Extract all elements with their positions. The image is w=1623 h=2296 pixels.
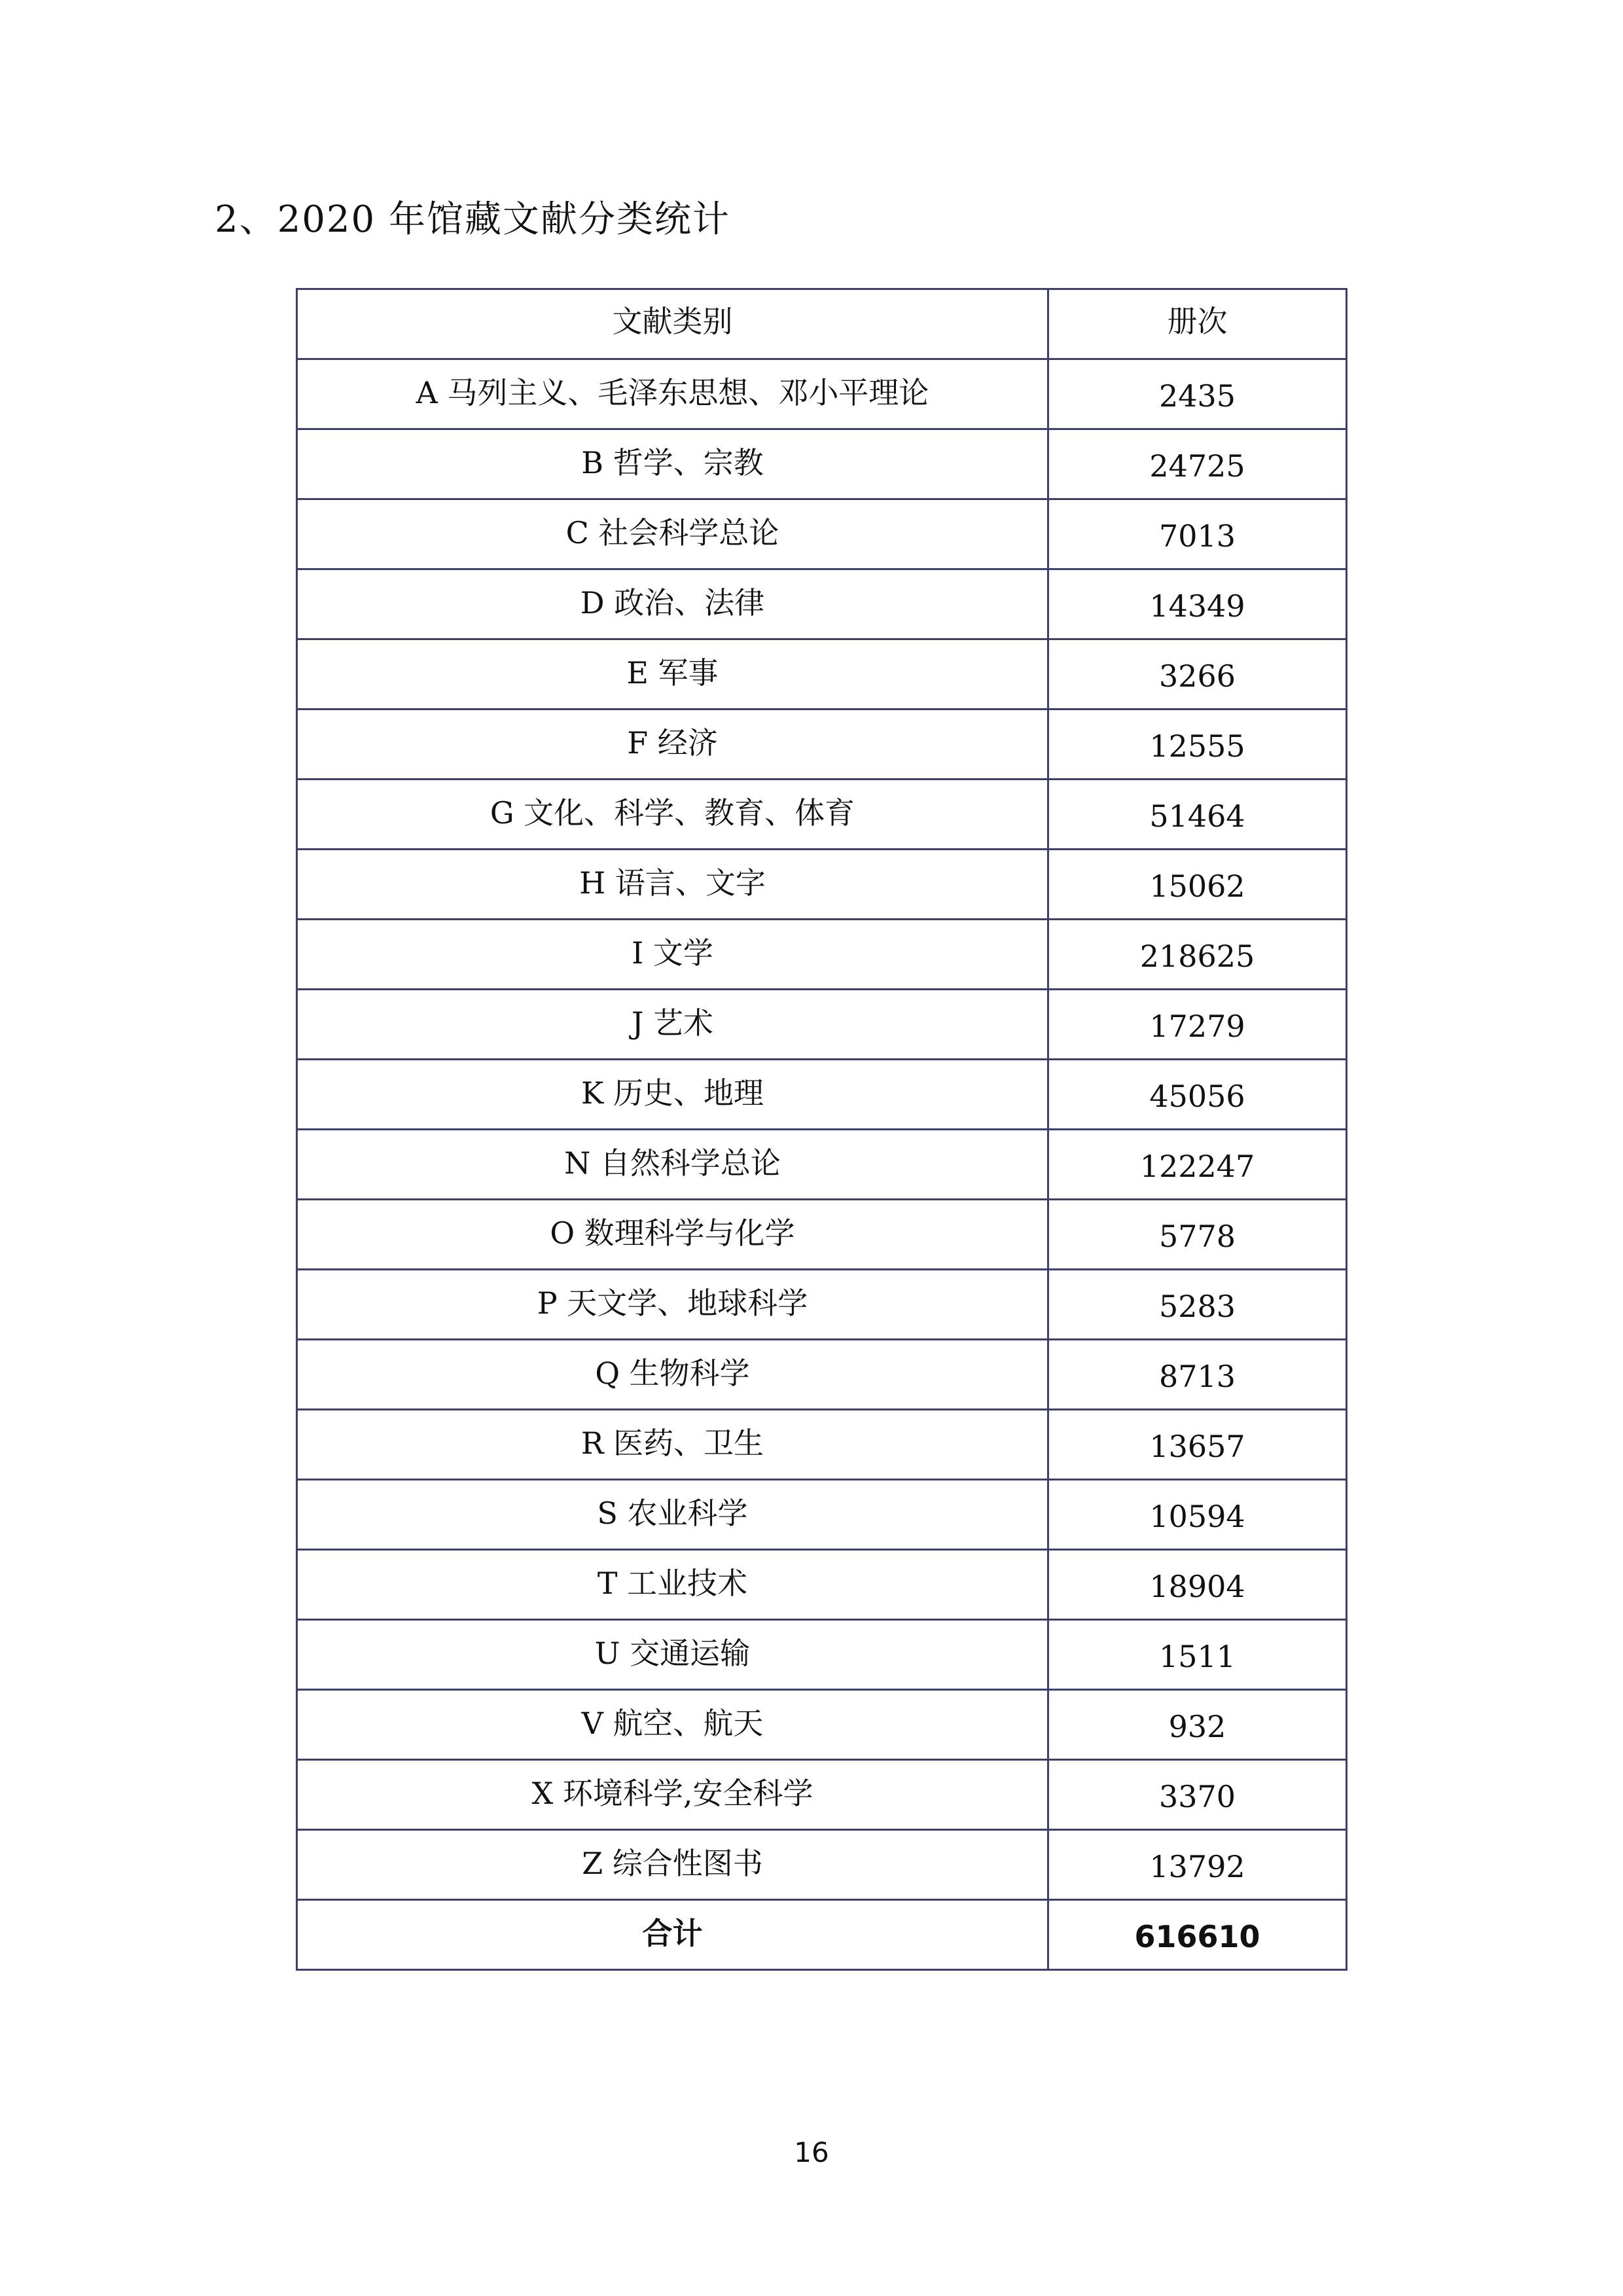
count-cell: 15062 (1048, 850, 1347, 920)
category-cell: P 天文学、地球科学 (297, 1270, 1048, 1340)
category-cell: D 政治、法律 (297, 569, 1048, 639)
count-cell: 13792 (1048, 1830, 1347, 1900)
page-number: 16 (794, 2136, 829, 2168)
table-row (297, 780, 1347, 850)
table-row (297, 499, 1347, 569)
table-row (297, 1760, 1347, 1830)
category-cell: U 交通运输 (297, 1620, 1048, 1690)
count-cell: 932 (1048, 1690, 1347, 1760)
category-cell: T 工业技术 (297, 1550, 1048, 1620)
count-cell: 122247 (1048, 1130, 1347, 1200)
category-cell: S 农业科学 (297, 1480, 1048, 1550)
table-header-row (297, 289, 1347, 359)
table-row (297, 1690, 1347, 1760)
table-row (297, 1550, 1347, 1620)
count-cell: 17279 (1048, 990, 1347, 1060)
count-cell: 13657 (1048, 1410, 1347, 1480)
table-row (297, 1830, 1347, 1900)
table-row (297, 1620, 1347, 1690)
count-cell: 3266 (1048, 639, 1347, 709)
count-cell: 3370 (1048, 1760, 1347, 1830)
count-cell: 24725 (1048, 429, 1347, 499)
table-row (297, 569, 1347, 639)
category-cell: N 自然科学总论 (297, 1130, 1048, 1200)
table-row (297, 1200, 1347, 1270)
count-cell: 218625 (1048, 920, 1347, 990)
count-cell: 45056 (1048, 1060, 1347, 1130)
table-row (297, 1060, 1347, 1130)
count-cell: 18904 (1048, 1550, 1347, 1620)
category-cell: G 文化、科学、教育、体育 (297, 780, 1048, 850)
table-row (297, 1340, 1347, 1410)
count-cell: 10594 (1048, 1480, 1347, 1550)
count-cell: 5778 (1048, 1200, 1347, 1270)
count-cell: 5283 (1048, 1270, 1347, 1340)
category-cell: B 哲学、宗教 (297, 429, 1048, 499)
category-cell: V 航空、航天 (297, 1690, 1048, 1760)
count-cell: 2435 (1048, 359, 1347, 429)
count-cell: 7013 (1048, 499, 1347, 569)
table-row (297, 1410, 1347, 1480)
category-cell: J 艺术 (297, 990, 1048, 1060)
category-cell: X 环境科学,安全科学 (297, 1760, 1048, 1830)
category-cell: O 数理科学与化学 (297, 1200, 1048, 1270)
section-title: 2、2020 年馆藏文献分类统计 (215, 198, 730, 241)
header-category: 文献类别 (297, 289, 1048, 359)
category-cell: F 经济 (297, 709, 1048, 780)
table-row (297, 709, 1347, 780)
table-row (297, 429, 1347, 499)
table-row (297, 990, 1347, 1060)
total-label: 合计 (297, 1900, 1048, 1970)
category-cell: R 医药、卫生 (297, 1410, 1048, 1480)
category-cell: A 马列主义、毛泽东思想、邓小平理论 (297, 359, 1048, 429)
table-row (297, 359, 1347, 429)
table-row (297, 1270, 1347, 1340)
total-count: 616610 (1048, 1900, 1347, 1970)
table-row (297, 1130, 1347, 1200)
table-row (297, 639, 1347, 709)
category-cell: H 语言、文字 (297, 850, 1048, 920)
table-row (297, 1480, 1347, 1550)
category-cell: E 军事 (297, 639, 1048, 709)
category-cell: I 文学 (297, 920, 1048, 990)
table-body (297, 359, 1347, 1970)
table-row (297, 850, 1347, 920)
count-cell: 8713 (1048, 1340, 1347, 1410)
count-cell: 51464 (1048, 780, 1347, 850)
table-row (297, 920, 1347, 990)
count-cell: 12555 (1048, 709, 1347, 780)
category-cell: K 历史、地理 (297, 1060, 1048, 1130)
header-count: 册次 (1048, 289, 1347, 359)
collection-stats-table (296, 288, 1347, 1971)
count-cell: 1511 (1048, 1620, 1347, 1690)
category-cell: Q 生物科学 (297, 1340, 1048, 1410)
total-row (297, 1900, 1347, 1970)
category-cell: C 社会科学总论 (297, 499, 1048, 569)
count-cell: 14349 (1048, 569, 1347, 639)
category-cell: Z 综合性图书 (297, 1830, 1048, 1900)
